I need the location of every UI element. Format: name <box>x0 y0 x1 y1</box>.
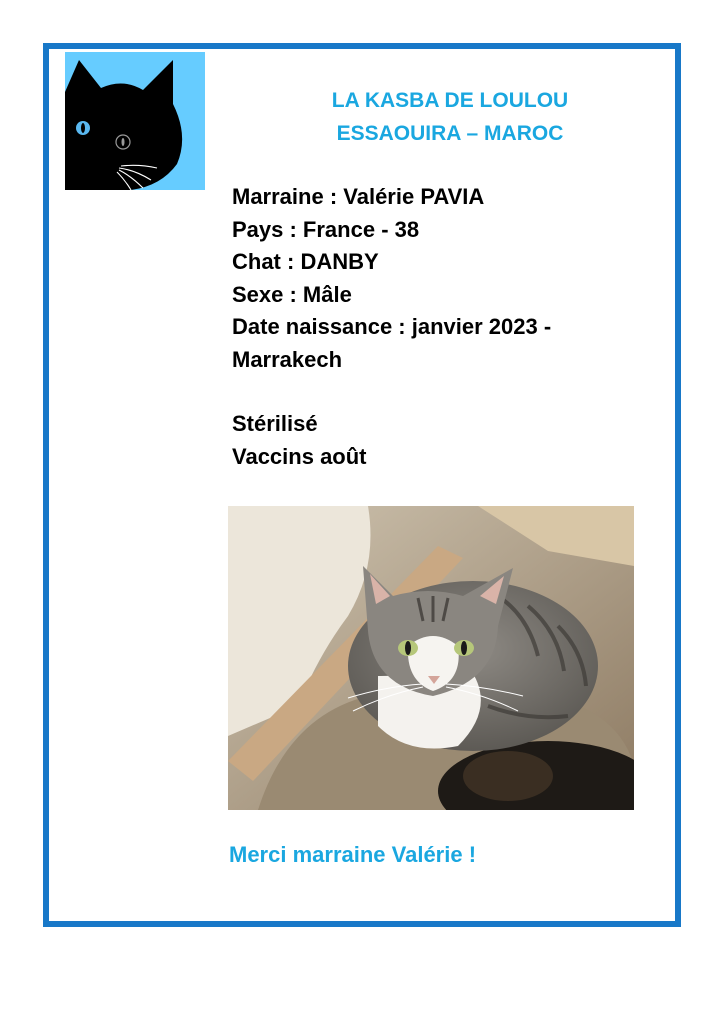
cat-sex: Sexe : Mâle <box>232 281 352 307</box>
spacer <box>232 376 652 408</box>
organization-location: ESSAOUIRA – MAROC <box>336 122 564 145</box>
sponsor-country: Pays : France - 38 <box>232 216 420 242</box>
sponsorship-info <box>232 181 652 473</box>
cat-birth-date: Date naissance : janvier 2023 - <box>232 314 552 339</box>
sponsor-name: Marraine : Valérie PAVIA <box>232 184 485 209</box>
organization-name: LA KASBA DE LOULOU <box>331 89 569 112</box>
cat-birth-place: Marrakech <box>232 346 343 372</box>
thank-you-message: Merci marraine Valérie ! <box>229 842 477 867</box>
vaccination-status: Vaccins août <box>232 443 367 469</box>
tabby-cat-photo <box>228 506 634 810</box>
organization-header <box>300 84 600 150</box>
sterilized-status: Stérilisé <box>232 411 318 436</box>
black-cat-icon <box>65 52 205 190</box>
cat-name: Chat : DANBY <box>232 249 379 274</box>
